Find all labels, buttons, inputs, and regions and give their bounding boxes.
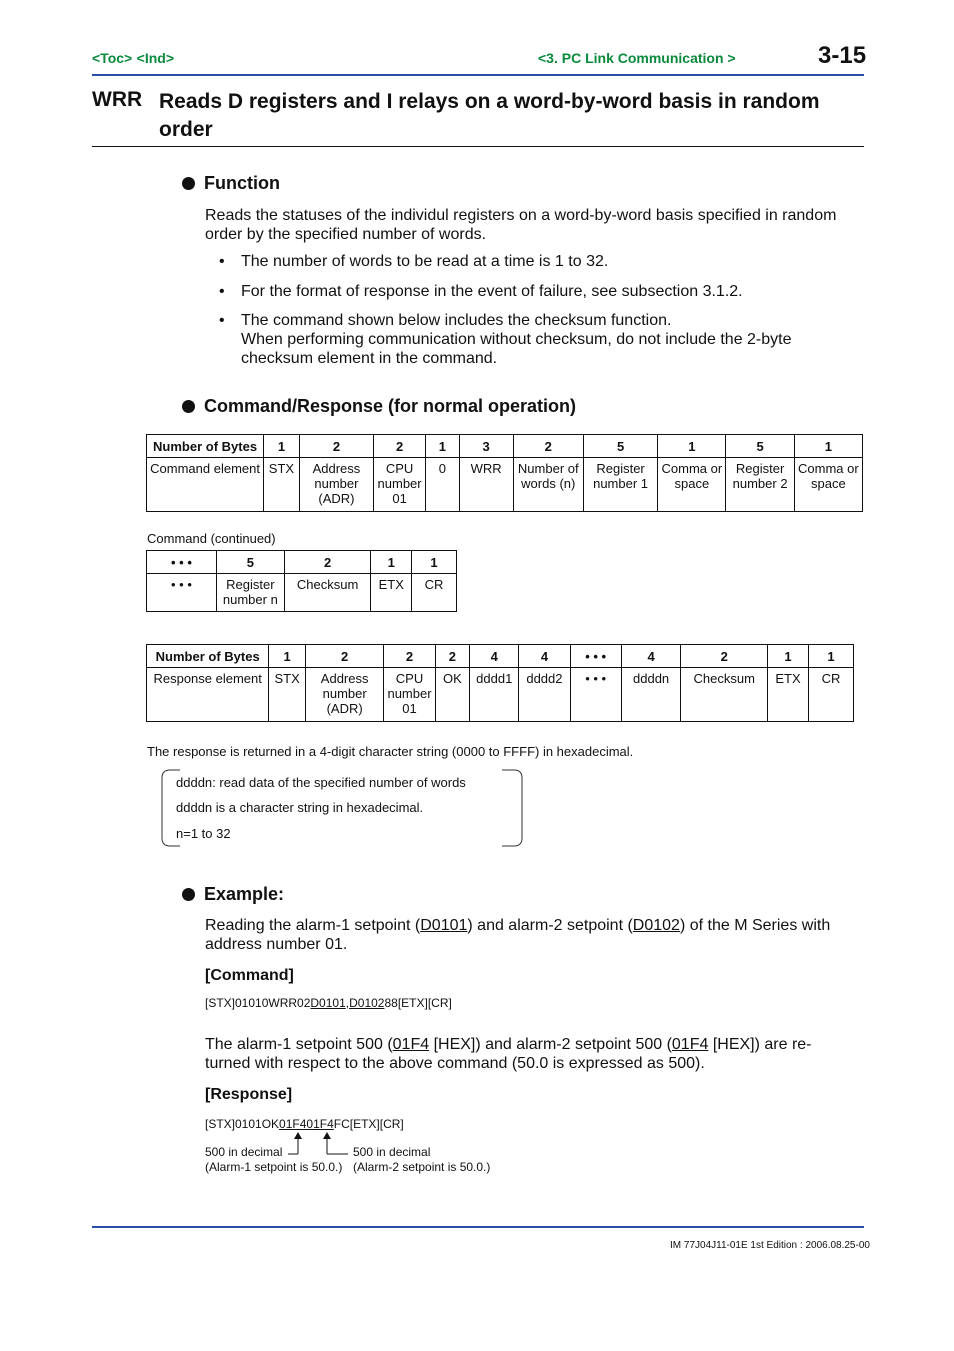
- example-heading: Example:: [182, 884, 284, 905]
- table-cell: 2: [299, 435, 373, 458]
- command-subheading: [Command]: [205, 967, 294, 984]
- table-row: [147, 668, 854, 722]
- table-cell: 4: [621, 645, 681, 668]
- annotation-right-2: (Alarm-2 setpoint is 50.0.): [353, 1160, 491, 1174]
- header-nav: [92, 50, 174, 68]
- table-cell: CR: [808, 668, 853, 722]
- table-cell: Command element: [147, 458, 264, 512]
- bullet-icon: [182, 400, 195, 413]
- table-cell: 4: [519, 645, 570, 668]
- notes-box: [158, 768, 524, 848]
- table-cell: 2: [435, 645, 470, 668]
- table-cell: 1: [768, 645, 809, 668]
- example-reply: The alarm-1 setpoint 500 (01F4 [HEX]) and alarm-2 setpoint 500 (01F4 [HEX]) are re-turned with respect to the above command (50.0 is expressed as 500).: [205, 1036, 812, 1072]
- table-cell: dddd1: [470, 668, 519, 722]
- table-cell: 2: [681, 645, 768, 668]
- list-item: • The number of words to be read at a time is 1 to 32.: [219, 253, 609, 270]
- continued-label: Command (continued): [147, 531, 276, 546]
- table-cell: 5: [216, 551, 284, 574]
- annotation-left-1: 500 in decimal: [205, 1145, 283, 1159]
- example-command: [STX]01010WRR02D0101,D010288[ETX][CR]: [205, 996, 452, 1010]
- table-cell: ETX: [371, 574, 412, 612]
- command-response-heading: Command/Response (for normal operation): [182, 396, 576, 417]
- table-cell: 1: [371, 551, 412, 574]
- table-cell: ETX: [768, 668, 809, 722]
- title-text: Reads D registers and I relays on a word-by-word basis in random order: [159, 90, 820, 141]
- table-cell: 2: [284, 551, 371, 574]
- table-row: [147, 458, 863, 512]
- footer-rule: [92, 1226, 864, 1228]
- note-line: ddddn is a character string in hexadecimal.: [176, 800, 424, 815]
- response-subheading: [Response]: [205, 1086, 293, 1103]
- table-cell: STX: [269, 668, 306, 722]
- table-cell: Checksum: [284, 574, 371, 612]
- toc-link[interactable]: <Toc>: [92, 50, 133, 66]
- table-cell: 5: [726, 435, 794, 458]
- table-cell: Comma or space: [794, 458, 862, 512]
- function-heading: Function: [182, 173, 280, 194]
- table-row: [147, 435, 863, 458]
- list-item-continuation: When performing communication without checksum, do not include the 2-byte checksum element in the command.: [241, 331, 792, 367]
- table-cell: 1: [269, 645, 306, 668]
- table-cell: Register number n: [216, 574, 284, 612]
- table-cell: 0: [426, 458, 460, 512]
- table-cell: • • •: [147, 574, 217, 612]
- command-table: [146, 434, 863, 512]
- response-note: The response is returned in a 4-digit character string (0000 to FFFF) in hexadecimal.: [147, 744, 634, 759]
- table-cell: 1: [412, 551, 457, 574]
- table-row: [147, 574, 457, 612]
- note-line: n=1 to 32: [176, 826, 231, 841]
- title-rule: [92, 146, 864, 147]
- command-code: WRR: [92, 88, 143, 111]
- table-cell: Comma or space: [658, 458, 726, 512]
- list-item: • The command shown below includes the checksum function.: [219, 312, 672, 329]
- bullet-icon: [182, 888, 195, 901]
- table-cell: • • •: [570, 668, 621, 722]
- table-cell: ddddn: [621, 668, 681, 722]
- table-cell: 1: [658, 435, 726, 458]
- annotation-right-1: 500 in decimal: [353, 1145, 431, 1159]
- table-cell: Number of words (n): [513, 458, 583, 512]
- table-cell: CPU number 01: [374, 458, 426, 512]
- table-cell: 2: [513, 435, 583, 458]
- table-row: [147, 645, 854, 668]
- table-cell: STX: [264, 458, 300, 512]
- section-link[interactable]: <3. PC Link Communication >: [538, 50, 736, 66]
- table-cell: Number of Bytes: [147, 435, 264, 458]
- table-cell: 1: [794, 435, 862, 458]
- table-cell: dddd2: [519, 668, 570, 722]
- function-intro: Reads the statuses of the individul registers on a word-by-word basis specified in random order by the specified number of words.: [205, 207, 837, 243]
- table-cell: • • •: [570, 645, 621, 668]
- note-line: ddddn: read data of the specified number of words: [176, 775, 466, 790]
- footer-text: IM 77J04J11-01E 1st Edition : 2006.08.25-00: [670, 1240, 870, 1251]
- table-cell: CR: [412, 574, 457, 612]
- table-cell: 3: [459, 435, 513, 458]
- page-number: 3-15: [818, 42, 867, 69]
- table-cell: • • •: [147, 551, 217, 574]
- table-cell: 5: [583, 435, 657, 458]
- table-cell: CPU number 01: [384, 668, 435, 722]
- table-cell: Address number (ADR): [305, 668, 383, 722]
- command-continued-table: [146, 550, 457, 612]
- table-cell: Register number 1: [583, 458, 657, 512]
- example-response: [STX]0101OK01F401F4FC[ETX][CR]: [205, 1117, 404, 1131]
- table-cell: Response element: [147, 668, 269, 722]
- table-cell: WRR: [459, 458, 513, 512]
- bullet-icon: [182, 177, 195, 190]
- example-intro: Reading the alarm-1 setpoint (D0101) and alarm-2 setpoint (D0102) of the M Series with address number 01.: [205, 917, 831, 953]
- table-cell: Checksum: [681, 668, 768, 722]
- table-cell: 2: [384, 645, 435, 668]
- table-cell: OK: [435, 668, 470, 722]
- table-cell: 1: [426, 435, 460, 458]
- table-cell: Number of Bytes: [147, 645, 269, 668]
- table-cell: 4: [470, 645, 519, 668]
- table-cell: 1: [264, 435, 300, 458]
- table-row: [147, 551, 457, 574]
- table-cell: Register number 2: [726, 458, 794, 512]
- table-cell: 1: [808, 645, 853, 668]
- table-cell: Address number (ADR): [299, 458, 373, 512]
- header-rule: [92, 74, 864, 76]
- response-table: [146, 644, 854, 722]
- table-cell: 2: [374, 435, 426, 458]
- list-item: • For the format of response in the event of failure, see subsection 3.1.2.: [219, 283, 743, 300]
- table-cell: 2: [305, 645, 383, 668]
- ind-link[interactable]: <Ind>: [136, 50, 175, 66]
- annotation-left-2: (Alarm-1 setpoint is 50.0.): [205, 1160, 343, 1174]
